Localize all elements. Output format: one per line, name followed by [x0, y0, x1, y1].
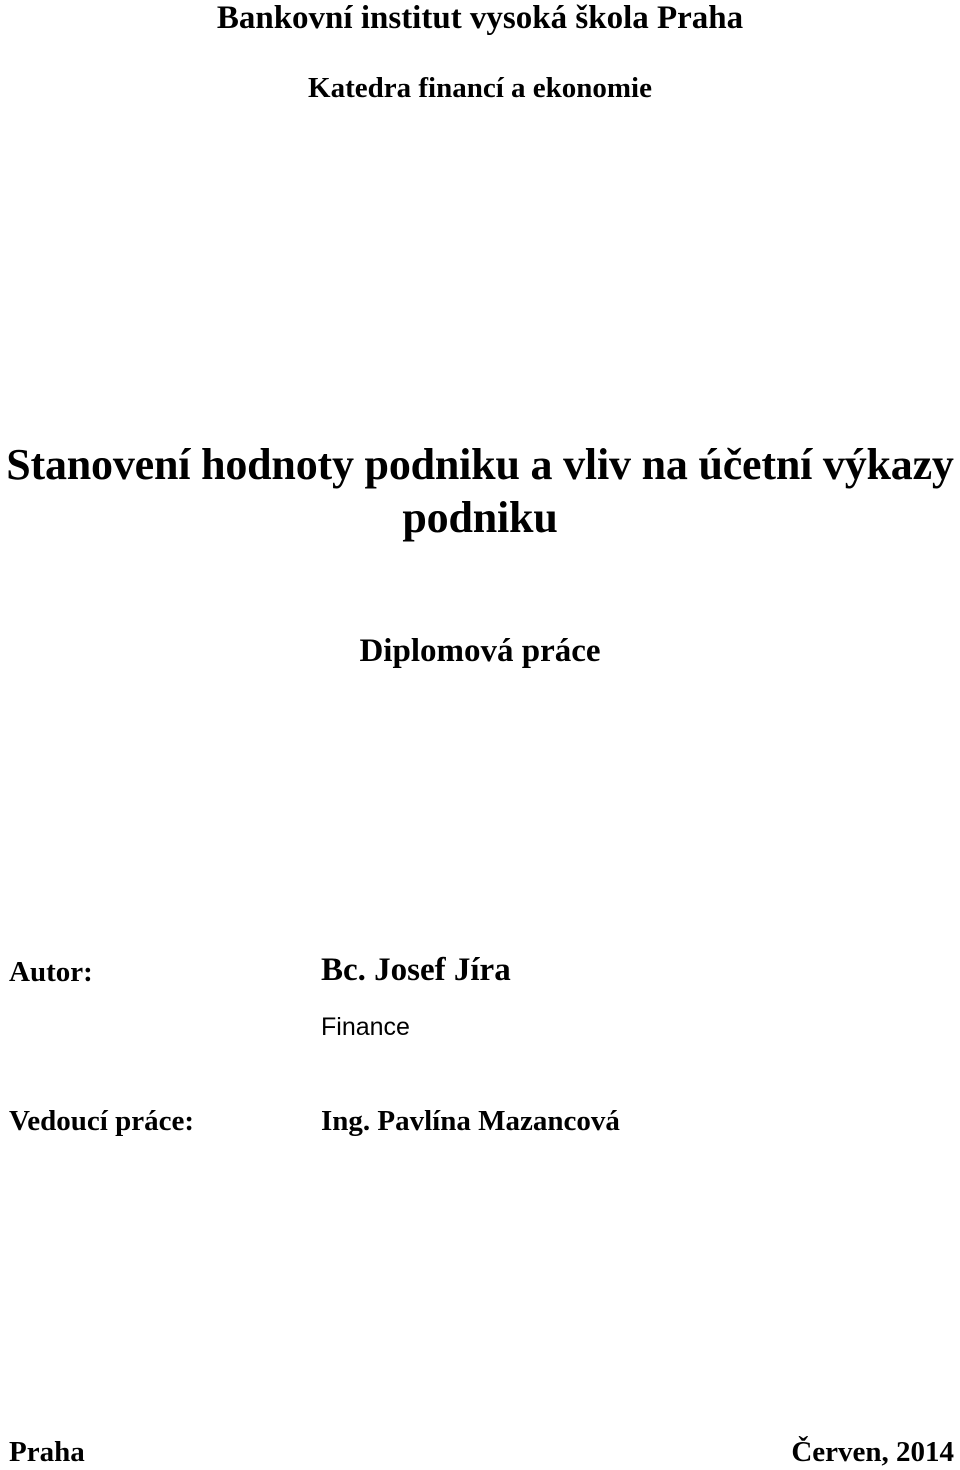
thesis-title-line-2: podniku	[402, 493, 558, 542]
supervisor-label: Vedoucí práce:	[9, 1105, 194, 1137]
thesis-title	[0, 438, 960, 544]
study-field: Finance	[321, 1013, 410, 1041]
thesis-title-line-1: Stanovení hodnoty podniku a vliv na účetní výkazy	[6, 440, 954, 489]
footer-date: Červen, 2014	[791, 1436, 954, 1468]
author-name: Bc. Josef Jíra	[321, 952, 511, 988]
institution-name: Bankovní institut vysoká škola Praha	[216, 0, 744, 36]
supervisor-name: Ing. Pavlína Mazancová	[321, 1105, 620, 1137]
author-label: Autor:	[9, 956, 93, 988]
thesis-type: Diplomová práce	[359, 633, 601, 669]
footer-city: Praha	[9, 1436, 85, 1468]
department-name: Katedra financí a ekonomie	[308, 72, 652, 104]
